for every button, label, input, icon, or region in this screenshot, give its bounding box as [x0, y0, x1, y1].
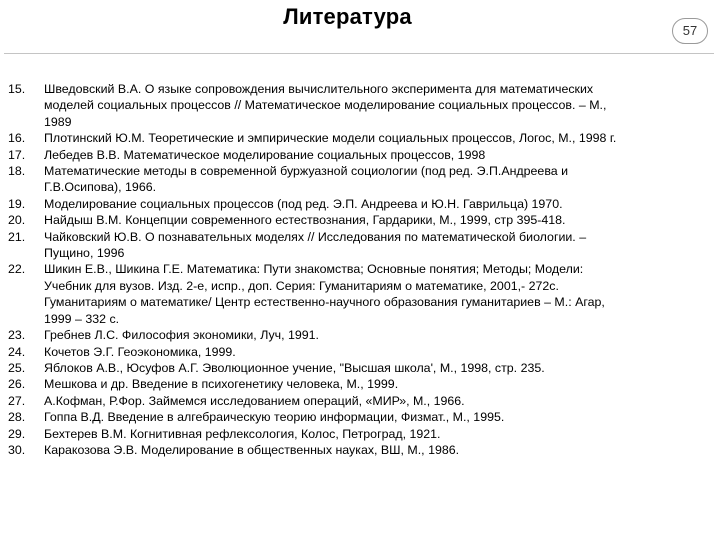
page-number-badge: 57	[672, 18, 708, 44]
reference-text: Каракозова Э.В. Моделирование в общественных науках, ВШ, М., 1986.	[44, 442, 460, 457]
reference-item	[8, 409, 708, 425]
reference-number: 23.	[8, 328, 26, 343]
reference-item	[8, 344, 708, 360]
reference-item	[8, 360, 708, 376]
reference-number: 16.	[8, 131, 26, 146]
reference-item	[8, 130, 708, 146]
reference-number: 15.	[8, 82, 26, 96]
reference-item	[8, 376, 708, 392]
reference-text: Плотинский Ю.М. Теоретические и эмпирические модели социальных процессов, Логос, М., 1998 г.	[44, 131, 617, 146]
reference-text: Гребнев Л.С. Философия экономики, Луч, 1991.	[44, 328, 320, 343]
reference-item	[8, 393, 708, 409]
reference-text: Яблоков А.В., Юсуфов А.Г. Эволюционное учение, "Высшая школа', М., 1998, стр. 235.	[44, 360, 545, 375]
reference-item	[8, 196, 708, 212]
reference-number: 28.	[8, 410, 26, 425]
reference-item	[8, 163, 708, 196]
reference-number: 29.	[8, 426, 26, 441]
reference-number: 24.	[8, 344, 26, 359]
reference-item	[8, 229, 708, 262]
reference-text: Моделирование социальных процессов (под ред. Э.П. Андреева и Ю.Н. Гаврильца) 1970.	[44, 196, 563, 211]
reference-number: 26.	[8, 377, 26, 392]
reference-text: Кочетов Э.Г. Геоэкономика, 1999.	[44, 344, 236, 359]
reference-text: Чайковский Ю.В. О познавательных моделях // Исследования по математической биологии. – Пущино, 1996	[44, 229, 587, 261]
reference-item	[8, 147, 708, 163]
reference-item	[8, 212, 708, 228]
reference-number: 18.	[8, 164, 26, 179]
reference-item	[8, 327, 708, 343]
reference-text: Найдыш В.М. Концепции современного естествознания, Гардарики, М., 1999, стр 395-418.	[44, 213, 566, 228]
reference-item	[8, 442, 708, 458]
reference-number: 25.	[8, 360, 26, 375]
page-title: Литература	[283, 4, 412, 29]
reference-text: Шикин Е.В., Шикина Г.Е. Математика: Пути знакомства; Основные понятия; Методы; Модели: Учебник для вузов. Изд. 2-е, испр., доп. Серия: Гуманитариям о математике, 2001,- 272с. Гуманитариям о математике/ Центр естественно-научного образования гуманитариев – М.: Агар, 1999 – 332 с.	[44, 262, 605, 326]
reference-text: Мешкова и др. Введение в психогенетику человека, М., 1999.	[44, 377, 399, 392]
reference-number: 17.	[8, 147, 26, 162]
reference-text: Бехтерев В.М. Когнитивная рефлексология, Колос, Петроград, 1921.	[44, 426, 441, 441]
reference-item	[8, 426, 708, 442]
reference-item	[8, 81, 708, 130]
reference-text: А.Кофман, Р.Фор. Займемся исследованием операций, «МИР», М., 1966.	[44, 393, 465, 408]
title-divider	[4, 53, 714, 54]
reference-item	[8, 261, 708, 327]
reference-number: 21.	[8, 229, 26, 244]
reference-text: Математические методы в современной буржуазной социологии (под ред. Э.П.Андреева и Г.В.Осипова), 1966.	[44, 164, 569, 195]
reference-text: Гоппа В.Д. Введение в алгебраическую теорию информации, Физмат., М., 1995.	[44, 410, 505, 425]
reference-text: Шведовский В.А. О языке сопровождения вычислительного эксперимента для математических моделей социальных процессов // Математическое моделирование социальных процессов. – М., 1989	[44, 82, 607, 129]
reference-number: 22.	[8, 262, 26, 277]
reference-number: 20.	[8, 213, 26, 228]
reference-number: 27.	[8, 393, 26, 408]
reference-number: 30.	[8, 442, 26, 457]
reference-number: 19.	[8, 196, 26, 211]
reference-text: Лебедев В.В. Математическое моделирование социальных процессов, 1998	[44, 147, 486, 162]
reference-list	[8, 81, 708, 458]
